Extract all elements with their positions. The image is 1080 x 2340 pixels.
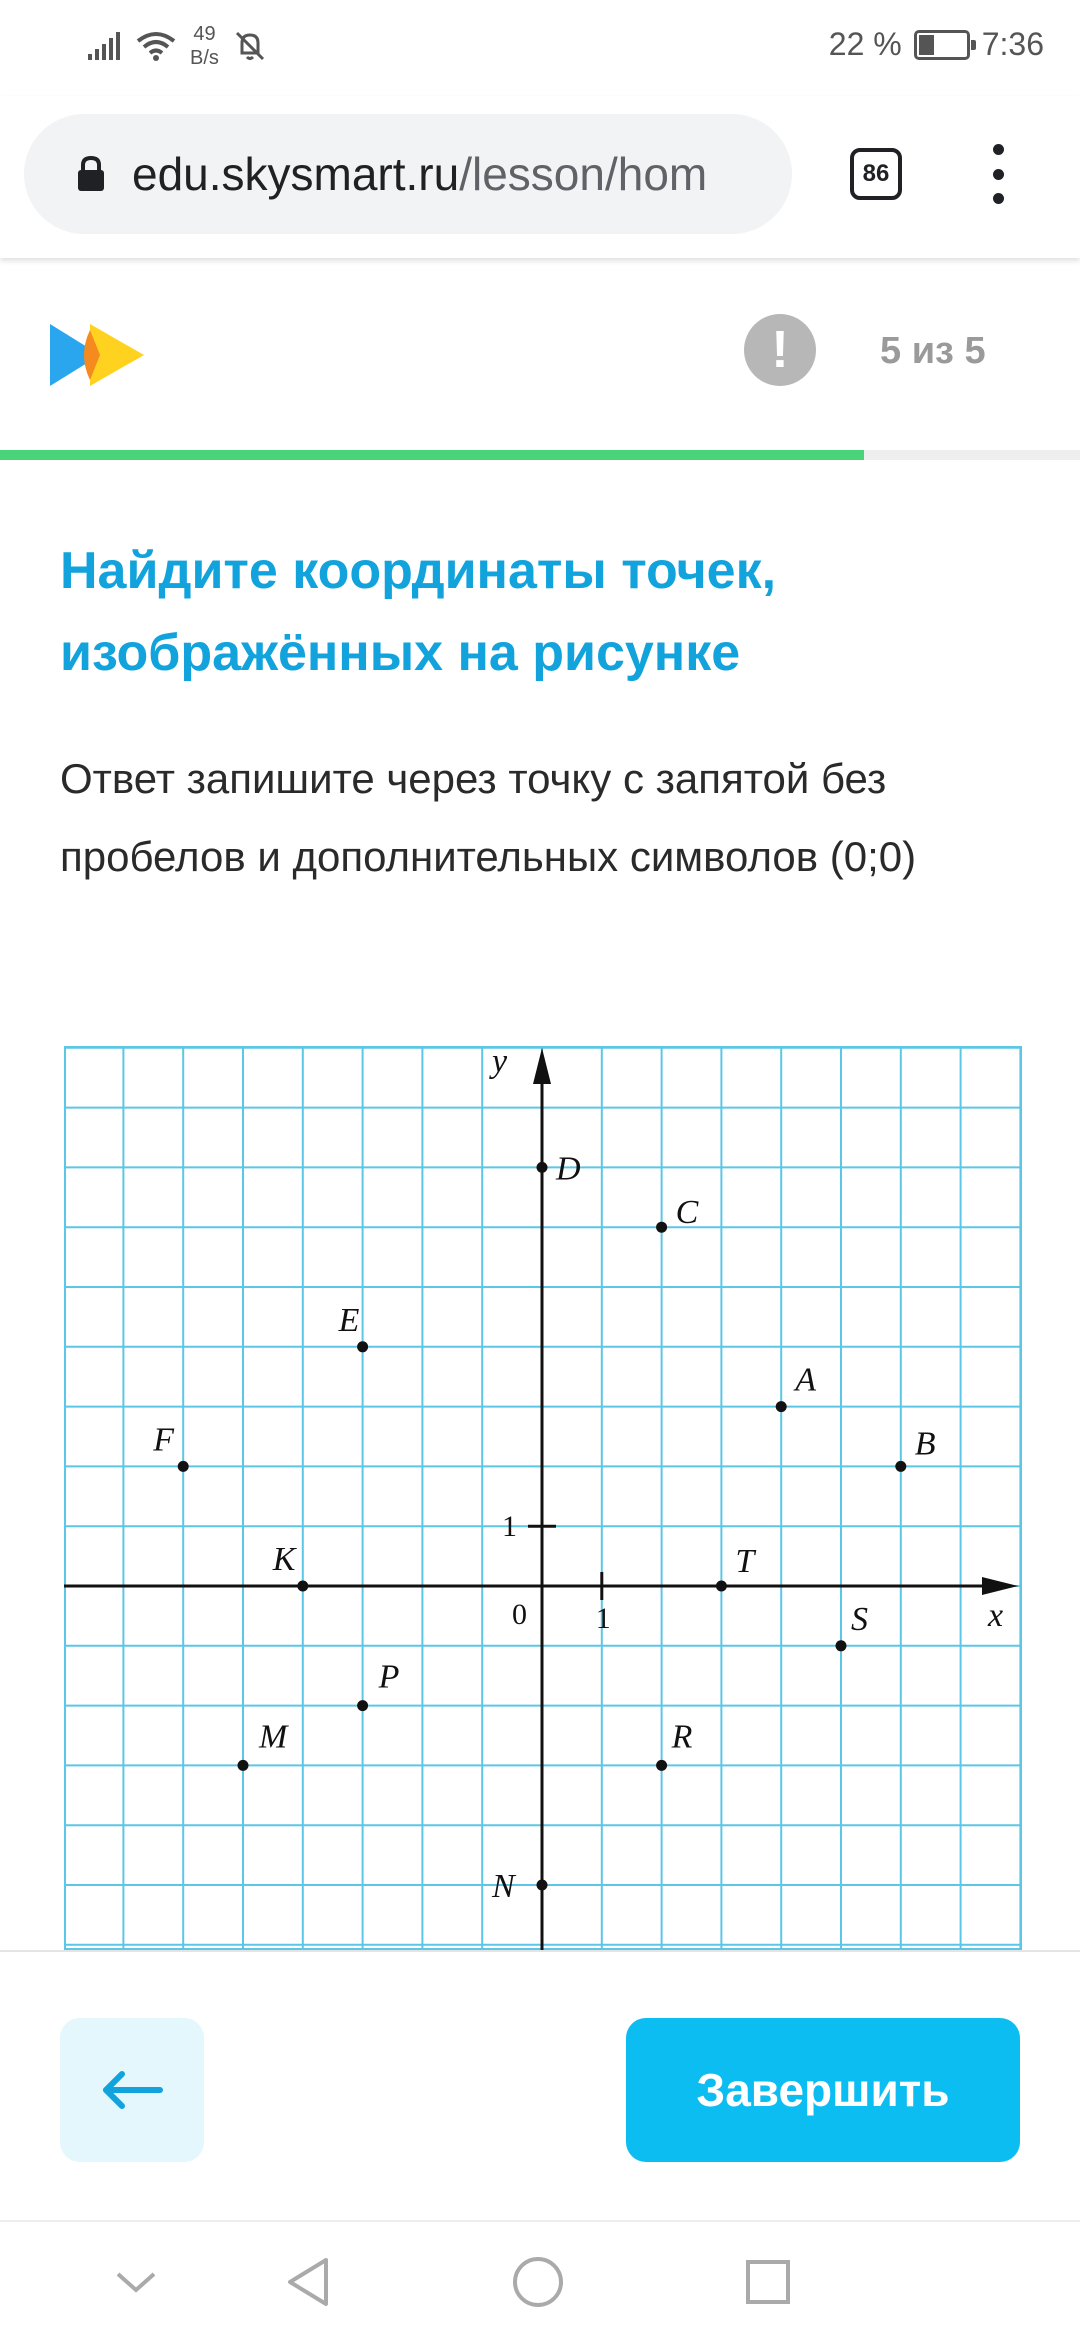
point-d (537, 1162, 548, 1173)
point-label-s: S (851, 1600, 868, 1638)
point-a (776, 1401, 787, 1412)
network-speed-unit: B/s (190, 47, 219, 69)
point-label-e: E (338, 1301, 360, 1339)
status-left (88, 22, 267, 70)
triangle-back-icon (284, 2256, 332, 2308)
nav-hide-button[interactable] (100, 2246, 172, 2318)
point-t (716, 1581, 727, 1592)
status-right (829, 26, 1044, 63)
point-label-r: R (671, 1718, 693, 1756)
report-problem-button[interactable]: ! (744, 314, 816, 386)
point-p (357, 1700, 368, 1711)
skysmart-logo[interactable] (48, 320, 148, 390)
progress-label: 5 из 5 (880, 330, 986, 372)
network-speed (190, 22, 219, 70)
point-c (656, 1222, 667, 1233)
point-label-p: P (378, 1658, 400, 1696)
nav-recents-button[interactable] (732, 2246, 804, 2318)
status-bar (0, 0, 1080, 96)
x-unit-label: 1 (595, 1602, 611, 1635)
battery-icon (914, 30, 970, 60)
y-unit-label: 1 (502, 1510, 517, 1544)
square-recents-icon (744, 2258, 792, 2306)
menu-dot (993, 193, 1004, 204)
nav-home-button[interactable] (502, 2246, 574, 2318)
point-label-n: N (492, 1868, 515, 1905)
progress-bar-fill (0, 450, 864, 460)
point-s (836, 1640, 847, 1651)
clock: 7:36 (981, 26, 1044, 62)
y-axis-label: y (492, 1046, 508, 1080)
browser-menu-button[interactable] (978, 144, 1018, 204)
browser-toolbar (0, 96, 1080, 258)
point-r (656, 1760, 667, 1771)
finish-button[interactable]: Завершить (626, 2018, 1020, 2162)
url-path: /lesson/hom (459, 148, 708, 200)
address-bar[interactable] (24, 114, 792, 234)
mute-bell-icon (233, 29, 267, 63)
signal-icon (88, 32, 122, 60)
network-speed-value: 49 (193, 23, 216, 45)
url-text[interactable] (132, 147, 752, 201)
tab-switcher-button[interactable]: 86 (850, 148, 902, 200)
point-b (895, 1461, 906, 1472)
point-label-c: C (675, 1194, 699, 1232)
point-label-k: K (272, 1541, 296, 1578)
nav-back-button[interactable] (272, 2246, 344, 2318)
point-label-a: A (795, 1361, 816, 1399)
back-button[interactable] (60, 2018, 204, 2162)
arrow-left-icon (100, 2070, 164, 2110)
question-hint: Ответ запишите через точку с запятой без пробелов и дополнительных символов (0;0) (60, 755, 917, 880)
point-m (238, 1760, 249, 1771)
coordinate-grid (64, 1046, 1022, 1950)
lock-icon[interactable] (76, 155, 106, 193)
menu-dot (993, 169, 1004, 180)
chevron-down-icon (114, 2268, 158, 2296)
coordinate-grid-figure (64, 1046, 1022, 1950)
point-label-d: D (556, 1150, 581, 1188)
point-label-b: B (914, 1425, 936, 1463)
origin-label: 0 (512, 1598, 527, 1631)
wifi-icon (136, 31, 176, 61)
bottom-action-bar (0, 1950, 1080, 2220)
circle-home-icon (511, 2255, 565, 2309)
point-e (357, 1341, 368, 1352)
point-label-f: F (153, 1421, 174, 1459)
point-label-m: M (259, 1718, 288, 1756)
point-k (297, 1581, 308, 1592)
question-title: Найдите координаты точек, изображённых на рисунке (60, 542, 777, 682)
url-host: edu.skysmart.ru (132, 148, 460, 200)
system-nav-bar (0, 2220, 1080, 2340)
battery-percent: 22 % (828, 26, 902, 62)
point-n (537, 1880, 548, 1891)
point-label-t: T (735, 1543, 755, 1580)
progress-bar (0, 450, 1080, 460)
menu-dot (993, 144, 1004, 155)
x-axis-label: x (988, 1597, 1004, 1634)
point-f (178, 1461, 189, 1472)
